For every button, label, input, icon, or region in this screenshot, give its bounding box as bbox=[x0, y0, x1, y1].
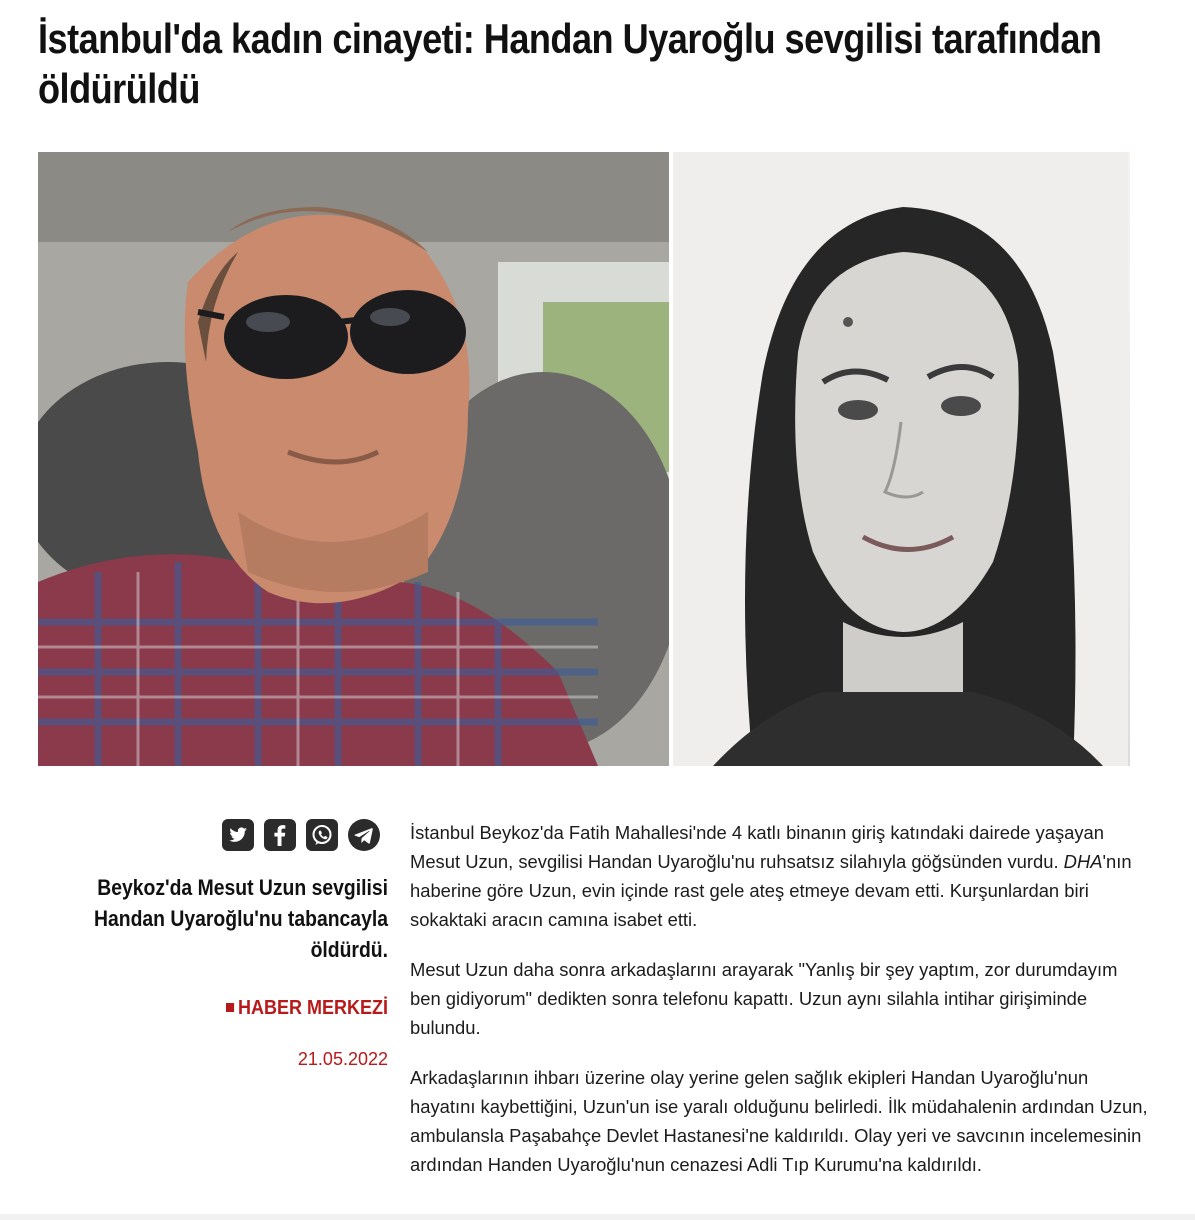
twitter-icon bbox=[222, 819, 254, 851]
whatsapp-share-button[interactable] bbox=[305, 818, 339, 852]
article-title: İstanbul'da kadın cinayeti: Handan Uyaroğlu sevgilisi tarafından öldürüldü bbox=[38, 15, 1102, 112]
article-paragraph-2: Mesut Uzun daha sonra arkadaşlarını arayarak "Yanlış bir şey yaptım, zor durumdayım ben gidiyorum" dedikten sonra telefonu kapattı. Uzun aynı silahla intihar girişiminde bulundu. bbox=[410, 959, 1118, 1038]
whatsapp-icon bbox=[306, 819, 338, 851]
article-paragraph-3: Arkadaşlarının ihbarı üzerine olay yerine gelen sağlık ekipleri Handan Uyaroğlu'nun hayatını kaybettiğini, Uzun'un ise yaralı olduğunu belirledi. İlk müdahalenin ardından Uzun, ambulansla Paşabahçe Devlet Hastanesi'ne kaldırıldı. Olay yeri ve savcının incelemesinin ardından Handen Uyaroğlu'nun cenazesi Adli Tıp Kurumu'na kaldırıldı. bbox=[410, 1067, 1148, 1175]
article-paragraph-1 bbox=[410, 818, 1150, 934]
article-body bbox=[410, 818, 1150, 1200]
paragraph-1-text-b: 'nın haberine göre Uzun, evin içinde rast gele ateş etmeye devam etti. Kurşunlardan biri sokaktaki aracın camına isabet etti. bbox=[410, 851, 1132, 930]
author-square-marker bbox=[226, 1003, 234, 1012]
facebook-share-button[interactable] bbox=[263, 818, 297, 852]
telegram-share-button[interactable] bbox=[347, 818, 381, 852]
news-source: DHA bbox=[1063, 851, 1103, 872]
publish-date: 21.05.2022 bbox=[297, 1049, 388, 1069]
photo-mesut-uzun bbox=[38, 152, 669, 766]
author-name[interactable]: HABER MERKEZİ bbox=[237, 997, 388, 1019]
facebook-icon bbox=[264, 819, 296, 851]
page-bottom-divider bbox=[0, 1214, 1195, 1220]
woman-portrait-photo bbox=[673, 152, 1128, 766]
paragraph-1-text-a: İstanbul Beykoz'da Fatih Mahallesi'nde 4 katlı binanın giriş katındaki dairede yaşayan Mesut Uzun, sevgilisi Handan Uyaroğlu'nu ruhsatsız silahıyla göğsünden vurdu. bbox=[410, 822, 1105, 872]
man-in-car-photo bbox=[38, 152, 669, 766]
article-hero-image bbox=[38, 152, 1130, 766]
share-buttons bbox=[221, 818, 381, 852]
photo-handan-uyaroglu bbox=[673, 152, 1130, 766]
twitter-share-button[interactable] bbox=[221, 818, 255, 852]
telegram-icon bbox=[347, 818, 381, 852]
author-byline bbox=[147, 994, 388, 1022]
article-summary: Beykoz'da Mesut Uzun sevgilisi Handan Uyaroğlu'nu tabancayla öldürdü. bbox=[93, 875, 389, 962]
